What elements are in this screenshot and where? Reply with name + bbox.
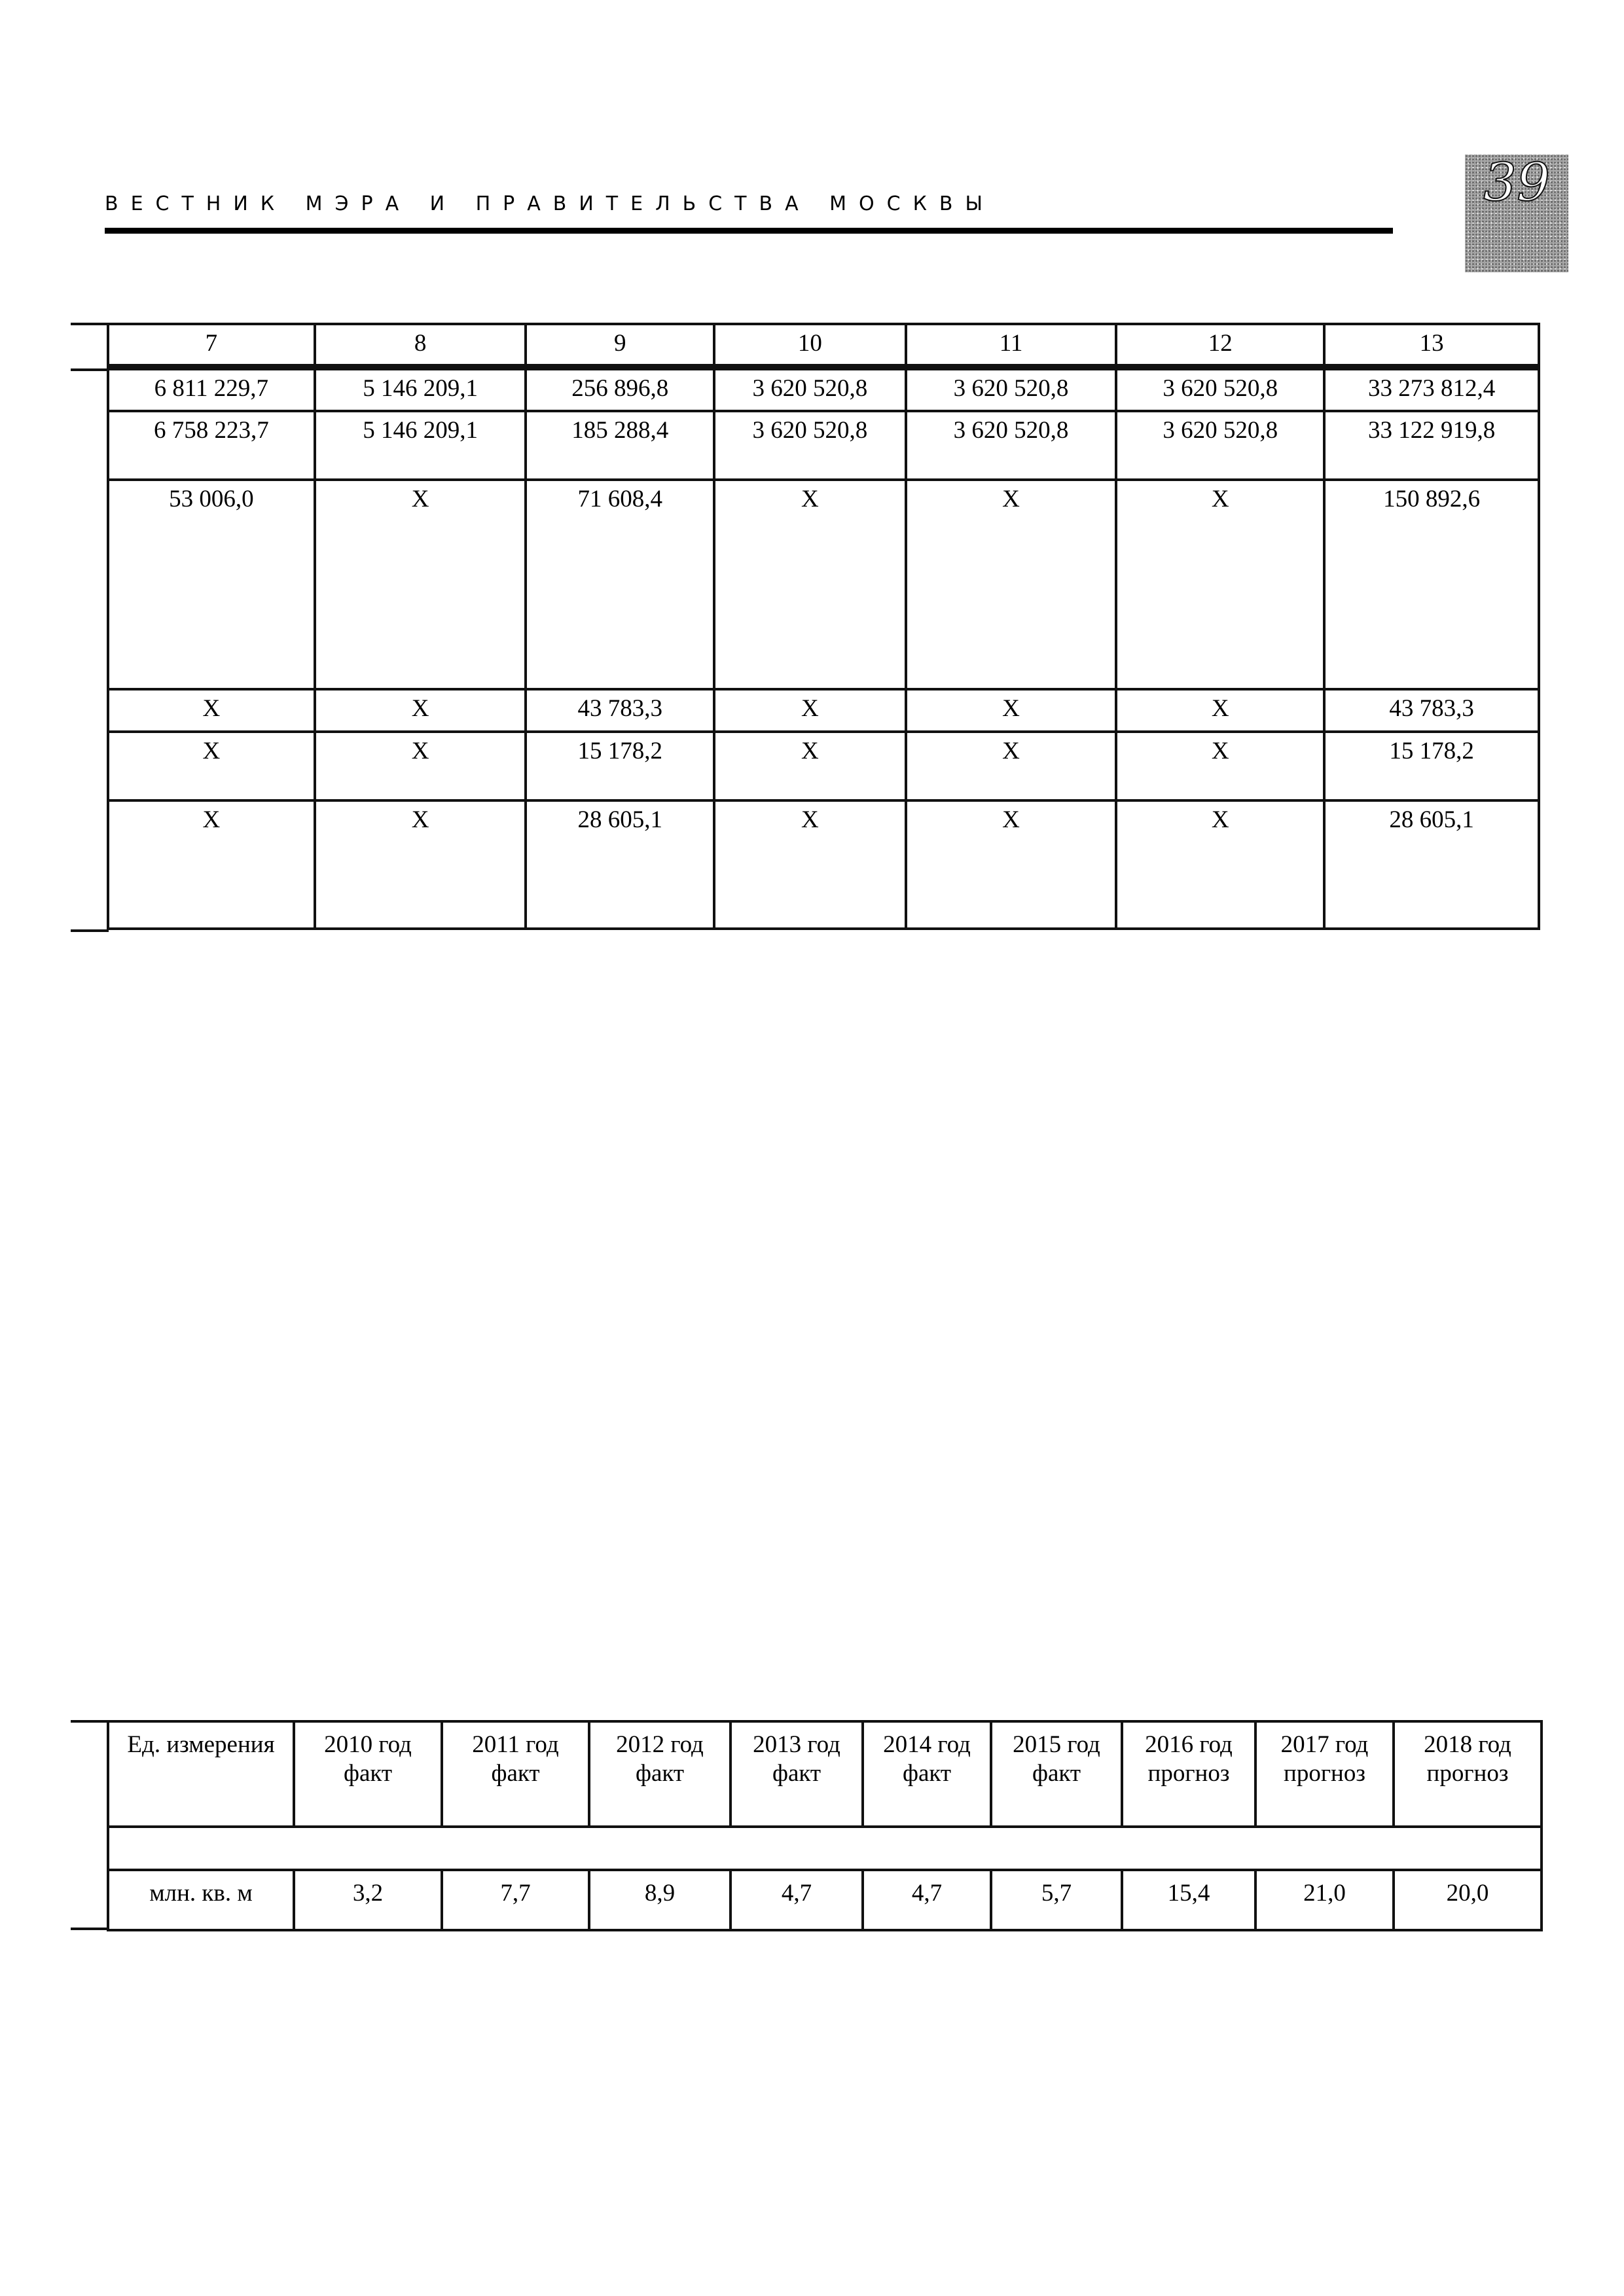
table-cell: 4,7: [731, 1870, 863, 1930]
table-header-row: [108, 1721, 1542, 1827]
column-header: 2012 год факт: [589, 1721, 731, 1827]
table-cell: X: [906, 480, 1117, 689]
table-cell: X: [108, 800, 315, 929]
table1-stub-top: [71, 323, 109, 325]
table-cell: X: [906, 732, 1117, 800]
table-row: [108, 732, 1539, 800]
column-header: 2015 год факт: [991, 1721, 1122, 1827]
column-header-unit: Ед. измерения: [108, 1721, 294, 1827]
table-row: [108, 1870, 1542, 1930]
column-header: 10: [714, 324, 906, 367]
column-header: 7: [108, 324, 315, 367]
column-header: 8: [315, 324, 526, 367]
table-cell: 20,0: [1394, 1870, 1542, 1930]
table-cell: X: [906, 800, 1117, 929]
table-cell: 4,7: [863, 1870, 991, 1930]
table-cell: 6 811 229,7: [108, 367, 315, 411]
page-number-badge: [1465, 154, 1568, 272]
page-number: 39: [1483, 152, 1550, 213]
table-cell: 33 122 919,8: [1324, 411, 1539, 480]
table-cell: X: [315, 689, 526, 732]
table-cell: 3 620 520,8: [1116, 411, 1324, 480]
table-cell-unit: млн. кв. м: [108, 1870, 294, 1930]
table-header-row: [108, 324, 1539, 367]
column-header: 2016 год прогноз: [1122, 1721, 1255, 1827]
table-cell: 15 178,2: [526, 732, 714, 800]
table-cell: X: [714, 689, 906, 732]
table-row: [108, 800, 1539, 929]
table-cell: 5 146 209,1: [315, 411, 526, 480]
table-row: [108, 411, 1539, 480]
column-header: 12: [1116, 324, 1324, 367]
table-cell: 3 620 520,8: [906, 411, 1117, 480]
table-cell: X: [1116, 689, 1324, 732]
table-row: [108, 367, 1539, 411]
table-row: [108, 480, 1539, 689]
table-cell: 28 605,1: [526, 800, 714, 929]
table-cell: 3 620 520,8: [906, 367, 1117, 411]
table-cell: X: [315, 800, 526, 929]
column-header: 2018 год прогноз: [1394, 1721, 1542, 1827]
table-cell: 43 783,3: [1324, 689, 1539, 732]
table-spacer-row: [108, 1827, 1542, 1870]
table-cell: 15,4: [1122, 1870, 1255, 1930]
column-header: 11: [906, 324, 1117, 367]
table-cell: 7,7: [442, 1870, 589, 1930]
budget-table: [107, 323, 1540, 930]
journal-title: ВЕСТНИК МЭРА И ПРАВИТЕЛЬСТВА МОСКВЫ: [105, 192, 995, 215]
table2-stub-top: [71, 1720, 109, 1723]
table-cell: 71 608,4: [526, 480, 714, 689]
column-header: 9: [526, 324, 714, 367]
table-cell: X: [315, 480, 526, 689]
table-cell: 3,2: [294, 1870, 442, 1930]
table-cell: X: [315, 732, 526, 800]
table-cell: 185 288,4: [526, 411, 714, 480]
table-cell: X: [906, 689, 1117, 732]
table-cell: 15 178,2: [1324, 732, 1539, 800]
table1-stub-mid: [71, 368, 109, 371]
table-cell: 8,9: [589, 1870, 731, 1930]
table-cell: 43 783,3: [526, 689, 714, 732]
table-cell: 53 006,0: [108, 480, 315, 689]
table-cell: 3 620 520,8: [1116, 367, 1324, 411]
header-rule: [105, 228, 1393, 234]
column-header: 2014 год факт: [863, 1721, 991, 1827]
column-header: 2010 год факт: [294, 1721, 442, 1827]
table-cell: 21,0: [1255, 1870, 1394, 1930]
table-cell: X: [1116, 800, 1324, 929]
table-cell: X: [108, 732, 315, 800]
table-cell: X: [108, 689, 315, 732]
column-header: 2017 год прогноз: [1255, 1721, 1394, 1827]
table-cell: 6 758 223,7: [108, 411, 315, 480]
table2-stub-bottom: [71, 1928, 109, 1930]
table-cell: X: [714, 800, 906, 929]
table-cell: X: [1116, 480, 1324, 689]
table-cell: X: [714, 732, 906, 800]
table-cell: 256 896,8: [526, 367, 714, 411]
table-cell: 150 892,6: [1324, 480, 1539, 689]
column-header: 2013 год факт: [731, 1721, 863, 1827]
housing-forecast-table: [107, 1720, 1543, 1931]
table-cell: 3 620 520,8: [714, 367, 906, 411]
table-cell: 5,7: [991, 1870, 1122, 1930]
empty-cell: [108, 1827, 1542, 1870]
table-cell: 5 146 209,1: [315, 367, 526, 411]
table-cell: 3 620 520,8: [714, 411, 906, 480]
table-cell: X: [1116, 732, 1324, 800]
column-header: 13: [1324, 324, 1539, 367]
column-header: 2011 год факт: [442, 1721, 589, 1827]
table1-stub-bottom: [71, 929, 109, 932]
table-row: [108, 689, 1539, 732]
table-cell: 33 273 812,4: [1324, 367, 1539, 411]
table-cell: 28 605,1: [1324, 800, 1539, 929]
table-cell: X: [714, 480, 906, 689]
